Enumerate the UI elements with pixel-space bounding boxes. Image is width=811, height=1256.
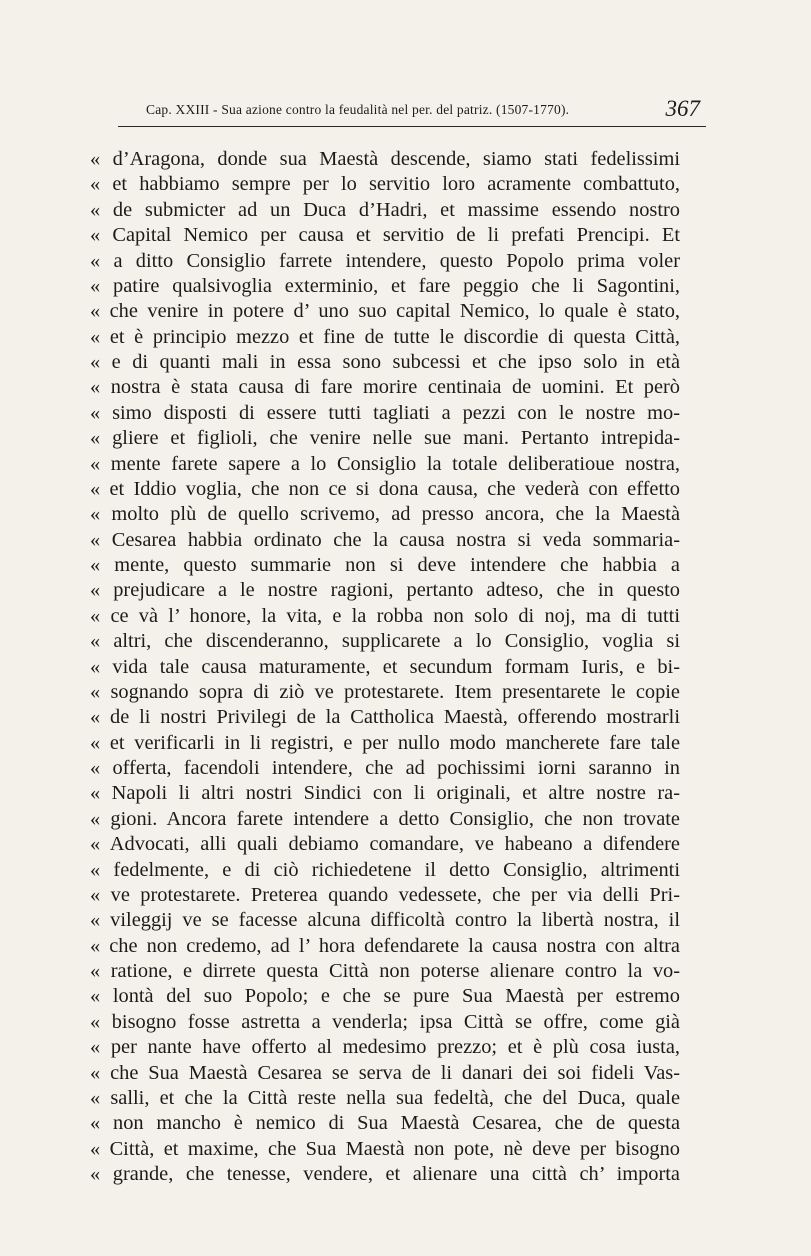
- text-line: « non mancho è nemico di Sua Maestà Cesarea, che de questa: [90, 1112, 680, 1135]
- text-line: « offerta, facendoli intendere, che ad pochissimi iorni saranno in: [90, 757, 680, 779]
- text-line: « fedelmente, e di ciò richiedetene il detto Consiglio, altrimenti: [90, 858, 680, 881]
- text-line: « Cesarea habbia ordinato che la causa nostra si veda sommaria-: [90, 528, 680, 551]
- text-line: « simo disposti di essere tutti tagliati a pezzi con le nostre mo-: [90, 401, 680, 424]
- text-line: « de submicter ad un Duca d’Hadri, et massime essendo nostro: [90, 198, 680, 221]
- text-line: « vileggij ve se facesse alcuna difficoltà contro la libertà nostra, il: [90, 909, 680, 932]
- text-line: « et verificarli in li registri, e per nullo modo mancherete fare tale: [90, 731, 680, 754]
- text-line: « et habbiamo sempre per lo servitio loro acramente combattuto,: [90, 173, 680, 196]
- text-line: « altri, che discenderanno, supplicarete a lo Consiglio, voglia si: [90, 630, 680, 653]
- text-line: « a ditto Consiglio farrete intendere, questo Popolo prima voler: [90, 249, 680, 272]
- running-title: Cap. XXIII - Sua azione contro la feudalità nel per. del patriz. (1507-1770).: [146, 102, 570, 117]
- text-line: « et è principio mezzo et fine de tutte le discordie di questa Città,: [90, 325, 680, 348]
- text-line: « molto plù de quello scrivemo, ad presso ancora, che la Maestà: [90, 503, 680, 526]
- text-line: « gioni. Ancora farete intendere a detto Consiglio, che non trovate: [90, 807, 680, 830]
- text-line: « ce và l’ honore, la vita, e la robba non solo di noj, ma di tutti: [90, 604, 680, 627]
- text-line: « nostra è stata causa di fare morire centinaia de uomini. Et però: [90, 376, 680, 399]
- page-number: 367: [665, 96, 700, 121]
- text-line: « et Iddio voglia, che non ce si dona causa, che vederà con effetto: [90, 477, 680, 500]
- text-line: « mente farete sapere a lo Consiglio la totale deliberatioue nostra,: [90, 452, 680, 475]
- header-rule: [118, 126, 706, 127]
- text-line: « Capital Nemico per causa et servitio de li prefati Prencipi. Et: [90, 224, 680, 247]
- text-line: « d’Aragona, donde sua Maestà descende, siamo stati fedelissimi: [90, 148, 680, 170]
- text-line: « de li nostri Privilegi de la Cattholica Maestà, offerendo mostrarli: [90, 706, 680, 729]
- text-line: « che non credemo, ad l’ hora defendarete la causa nostra con altra: [90, 934, 680, 957]
- text-line: « salli, et che la Città reste nella sua fedeltà, che del Duca, quale: [90, 1086, 680, 1109]
- text-line: « mente, questo summarie non si deve intendere che habbia a: [90, 554, 680, 576]
- text-line: « Napoli li altri nostri Sindici con li originali, et altre nostre ra-: [90, 782, 680, 805]
- text-line: « bisogno fosse astretta a venderla; ipsa Città se offre, come già: [90, 1010, 680, 1033]
- text-line: « sognando sopra di ziò ve protestarete. Item presentarete le copie: [90, 680, 680, 703]
- text-line: « che Sua Maestà Cesarea se serva de li danari dei soi fideli Vas-: [90, 1061, 680, 1084]
- text-line: « e di quanti mali in essa sono subcessi et che ipso solo in età: [90, 351, 680, 373]
- text-body: [90, 147, 680, 1187]
- text-line: « vida tale causa maturamente, et secundum formam Iuris, e bi-: [90, 655, 680, 678]
- running-head: [118, 96, 708, 126]
- text-line: « patire qualsivoglia exterminio, et fare peggio che li Sagontini,: [90, 274, 680, 297]
- text-line: « grande, che tenesse, vendere, et alienare una città ch’ importa: [90, 1163, 680, 1185]
- text-line: « ve protestarete. Preterea quando vedessete, che per via delli Pri-: [90, 883, 680, 906]
- text-line: « ratione, e dirrete questa Città non poterse alienare contro la vo-: [90, 960, 680, 982]
- text-line: « prejudicare a le nostre ragioni, pertanto adteso, che in questo: [90, 579, 680, 602]
- text-line: « gliere et figlioli, che venire nelle sue mani. Pertanto intrepida-: [90, 427, 680, 450]
- text-line: « Advocati, alli quali debiamo comandare, ve habeano a difendere: [90, 833, 680, 856]
- text-line: « per nante have offerto al medesimo prezzo; et è plù cosa iusta,: [90, 1036, 680, 1059]
- text-line: « Città, et maxime, che Sua Maestà non pote, nè deve per bisogno: [90, 1137, 680, 1160]
- text-line: « che venire in potere d’ uno suo capital Nemico, lo quale è stato,: [90, 300, 680, 323]
- text-line: « lontà del suo Popolo; e che se pure Sua Maestà per estremo: [90, 985, 680, 1008]
